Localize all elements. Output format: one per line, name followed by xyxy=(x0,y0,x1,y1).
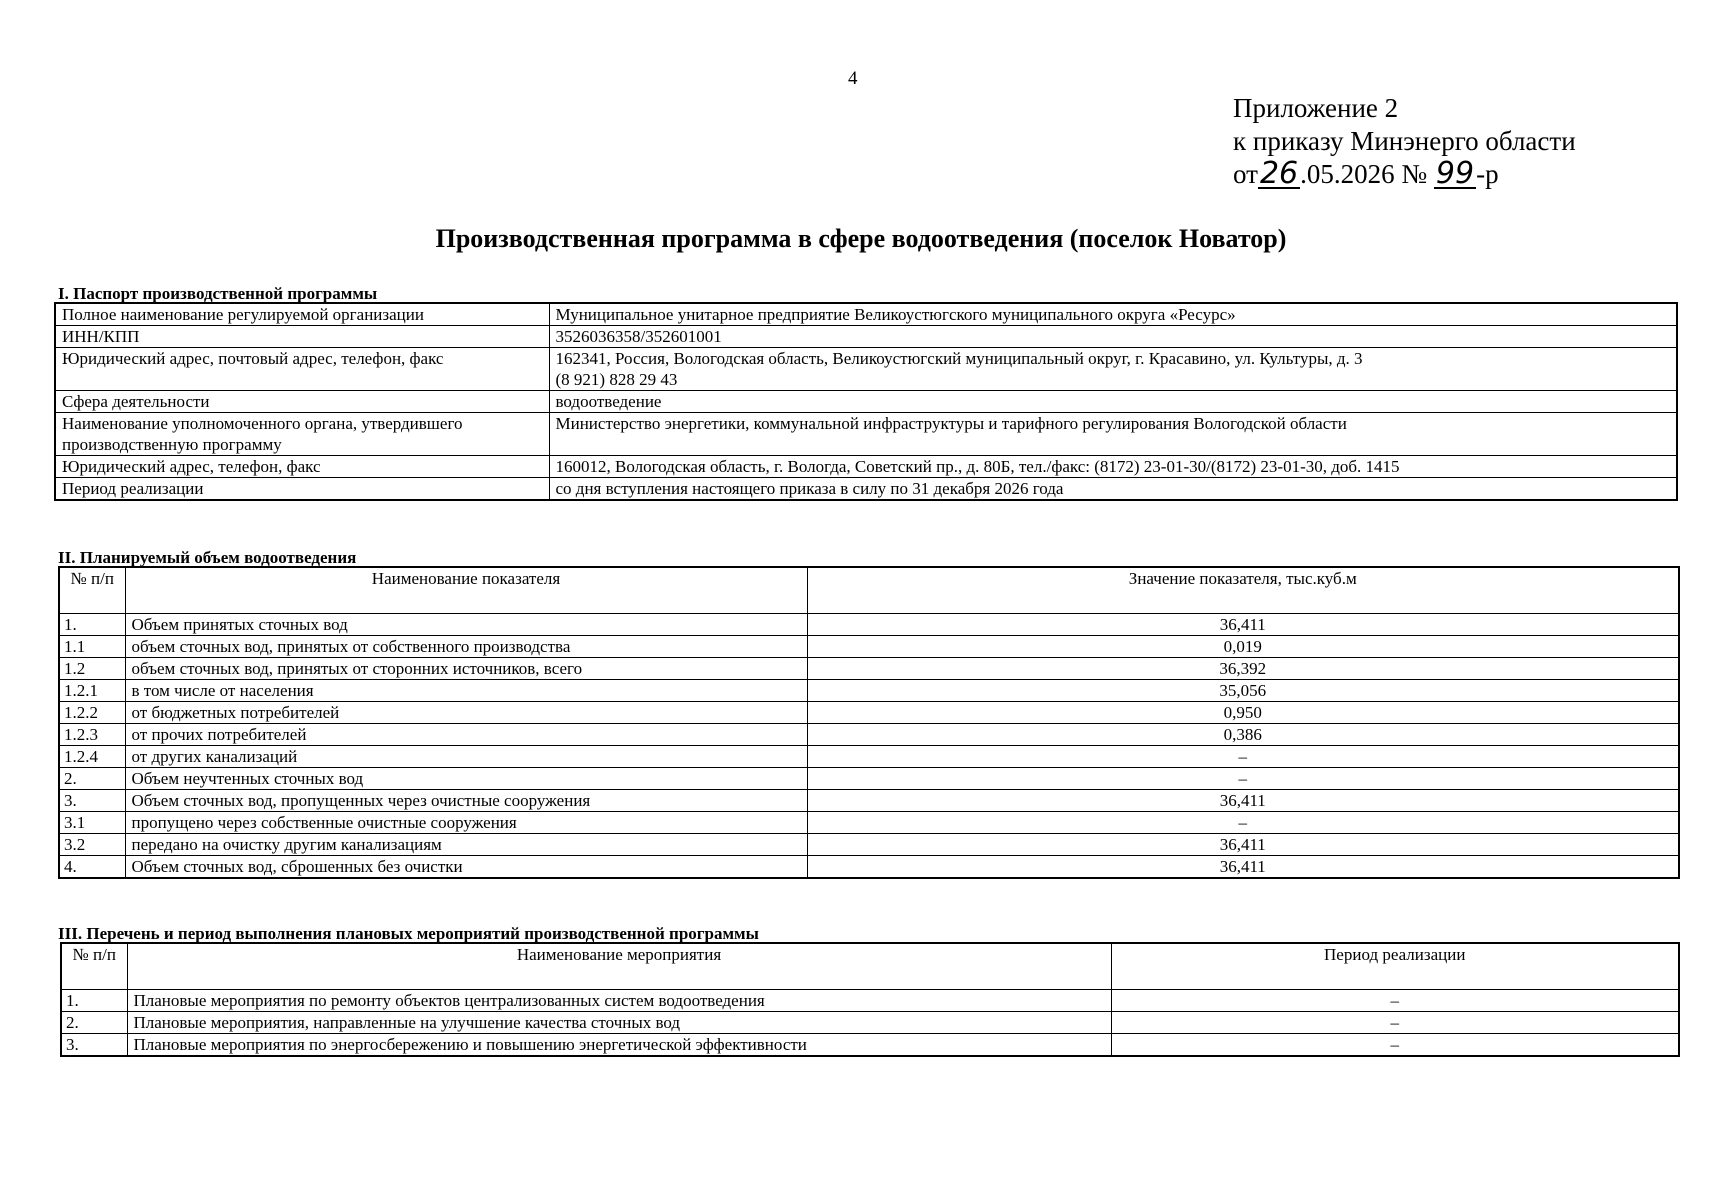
passport-label: Наименование уполномоченного органа, утвердившего производственную программу xyxy=(55,413,549,456)
measures-heading: III. Перечень и период выполнения плановых мероприятий производственной программы xyxy=(58,924,759,943)
volume-row-name: Объем сточных вод, пропущенных через очистные сооружения xyxy=(125,789,807,811)
volume-row-name: передано на очистку другим канализациям xyxy=(125,833,807,855)
volume-row xyxy=(59,613,1679,635)
appendix-date-line xyxy=(1233,158,1576,191)
measures-row-num: 3. xyxy=(61,1033,127,1056)
volume-row-num: 1.2.2 xyxy=(59,701,125,723)
volume-row-num: 1.1 xyxy=(59,635,125,657)
volume-row-num: 3.2 xyxy=(59,833,125,855)
volume-row-value: – xyxy=(807,745,1679,767)
measures-row xyxy=(61,1033,1679,1056)
date-prefix: от xyxy=(1233,159,1258,189)
volume-row xyxy=(59,855,1679,878)
handwritten-order-number: 99 xyxy=(1435,156,1475,191)
date-rest: .05.2026 № xyxy=(1300,159,1428,189)
page-number: 4 xyxy=(848,68,858,89)
volume-heading: II. Планируемый объем водоотведения xyxy=(58,548,357,567)
passport-heading: I. Паспорт производственной программы xyxy=(58,284,378,303)
measures-row-num: 1. xyxy=(61,989,127,1011)
volume-row-value: – xyxy=(807,767,1679,789)
volume-row-name: от прочих потребителей xyxy=(125,723,807,745)
passport-row xyxy=(55,348,1677,391)
passport-row xyxy=(55,326,1677,348)
measures-table xyxy=(60,942,1680,1057)
measures-row xyxy=(61,1011,1679,1033)
volume-row-value: 36,411 xyxy=(807,855,1679,878)
passport-row xyxy=(55,303,1677,326)
volume-row-num: 2. xyxy=(59,767,125,789)
volume-row-num: 1. xyxy=(59,613,125,635)
passport-value: 160012, Вологодская область, г. Вологда, Советский пр., д. 80Б, тел./факс: (8172) 23-01-30/(8172) 23-01-30, доб. 1415 xyxy=(549,456,1677,478)
volume-row xyxy=(59,635,1679,657)
passport-value: 3526036358/352601001 xyxy=(549,326,1677,348)
volume-row-value: 36,411 xyxy=(807,833,1679,855)
volume-header-row xyxy=(59,567,1679,613)
measures-row xyxy=(61,989,1679,1011)
volume-row-name: в том числе от населения xyxy=(125,679,807,701)
volume-row-num: 1.2 xyxy=(59,657,125,679)
measures-table-body xyxy=(61,989,1679,1056)
passport-table-body xyxy=(55,303,1677,500)
document-title: Производственная программа в сфере водоотведения (поселок Новатор) xyxy=(435,224,1287,253)
measures-col-name: Наименование мероприятия xyxy=(127,943,1111,989)
volume-row xyxy=(59,745,1679,767)
volume-row-value: 36,392 xyxy=(807,657,1679,679)
volume-row-value: 0,950 xyxy=(807,701,1679,723)
appendix-line-1: Приложение 2 xyxy=(1233,93,1399,123)
passport-value: Муниципальное унитарное предприятие Великоустюгского муниципального округа «Ресурс» xyxy=(549,303,1677,326)
measures-header-row xyxy=(61,943,1679,989)
volume-col-num: № п/п xyxy=(59,567,125,613)
volume-row-num: 3. xyxy=(59,789,125,811)
order-suffix: -р xyxy=(1476,159,1499,189)
volume-col-value: Значение показателя, тыс.куб.м xyxy=(807,567,1679,613)
volume-row-num: 1.2.3 xyxy=(59,723,125,745)
volume-row-num: 1.2.4 xyxy=(59,745,125,767)
volume-row-name: Объем принятых сточных вод xyxy=(125,613,807,635)
measures-row-period: – xyxy=(1111,989,1679,1011)
passport-value: со дня вступления настоящего приказа в силу по 31 декабря 2026 года xyxy=(549,478,1677,501)
passport-label: Сфера деятельности xyxy=(55,391,549,413)
volume-row-value: 0,019 xyxy=(807,635,1679,657)
volume-row-name: объем сточных вод, принятых от сторонних источников, всего xyxy=(125,657,807,679)
passport-row xyxy=(55,478,1677,501)
passport-label: ИНН/КПП xyxy=(55,326,549,348)
volume-row-value: 0,386 xyxy=(807,723,1679,745)
volume-row xyxy=(59,723,1679,745)
volume-row-num: 1.2.1 xyxy=(59,679,125,701)
volume-row-name: от других канализаций xyxy=(125,745,807,767)
volume-row-name: Объем сточных вод, сброшенных без очистки xyxy=(125,855,807,878)
volume-row-value: 35,056 xyxy=(807,679,1679,701)
passport-value xyxy=(549,348,1677,391)
volume-col-name: Наименование показателя xyxy=(125,567,807,613)
volume-row-name: Объем неучтенных сточных вод xyxy=(125,767,807,789)
volume-row xyxy=(59,767,1679,789)
measures-row-name: Плановые мероприятия, направленные на улучшение качества сточных вод xyxy=(127,1011,1111,1033)
volume-row xyxy=(59,679,1679,701)
volume-row-value: – xyxy=(807,811,1679,833)
passport-label: Полное наименование регулируемой организации xyxy=(55,303,549,326)
passport-label: Период реализации xyxy=(55,478,549,501)
volume-row xyxy=(59,811,1679,833)
measures-row-num: 2. xyxy=(61,1011,127,1033)
volume-row xyxy=(59,833,1679,855)
passport-label: Юридический адрес, почтовый адрес, телефон, факс xyxy=(55,348,549,391)
measures-col-num: № п/п xyxy=(61,943,127,989)
measures-row-name: Плановые мероприятия по энергосбережению и повышению энергетической эффективности xyxy=(127,1033,1111,1056)
measures-col-period: Период реализации xyxy=(1111,943,1679,989)
volume-row xyxy=(59,789,1679,811)
appendix-line-2: к приказу Минэнерго области xyxy=(1233,126,1576,156)
handwritten-day: 26 xyxy=(1259,156,1299,191)
measures-row-name: Плановые мероприятия по ремонту объектов централизованных систем водоотведения xyxy=(127,989,1111,1011)
volume-table-body xyxy=(59,613,1679,878)
passport-row xyxy=(55,456,1677,478)
measures-row-period: – xyxy=(1111,1033,1679,1056)
passport-row xyxy=(55,413,1677,456)
volume-row xyxy=(59,657,1679,679)
volume-row xyxy=(59,701,1679,723)
volume-row-num: 3.1 xyxy=(59,811,125,833)
volume-row-value: 36,411 xyxy=(807,789,1679,811)
passport-value-line: 162341, Россия, Вологодская область, Великоустюгский муниципальный округ, г. Красавино, ул. Культуры, д. 3 xyxy=(555,349,1363,368)
volume-row-name: пропущено через собственные очистные сооружения xyxy=(125,811,807,833)
volume-row-num: 4. xyxy=(59,855,125,878)
appendix-block xyxy=(1233,92,1576,191)
passport-table xyxy=(54,302,1678,501)
measures-row-period: – xyxy=(1111,1011,1679,1033)
volume-row-name: от бюджетных потребителей xyxy=(125,701,807,723)
passport-value: водоотведение xyxy=(549,391,1677,413)
volume-table xyxy=(58,566,1680,879)
volume-row-name: объем сточных вод, принятых от собственного производства xyxy=(125,635,807,657)
passport-row xyxy=(55,391,1677,413)
passport-value: Министерство энергетики, коммунальной инфраструктуры и тарифного регулирования Вологодской области xyxy=(549,413,1677,456)
volume-row-value: 36,411 xyxy=(807,613,1679,635)
passport-label: Юридический адрес, телефон, факс xyxy=(55,456,549,478)
passport-value-line: (8 921) 828 29 43 xyxy=(555,370,678,389)
